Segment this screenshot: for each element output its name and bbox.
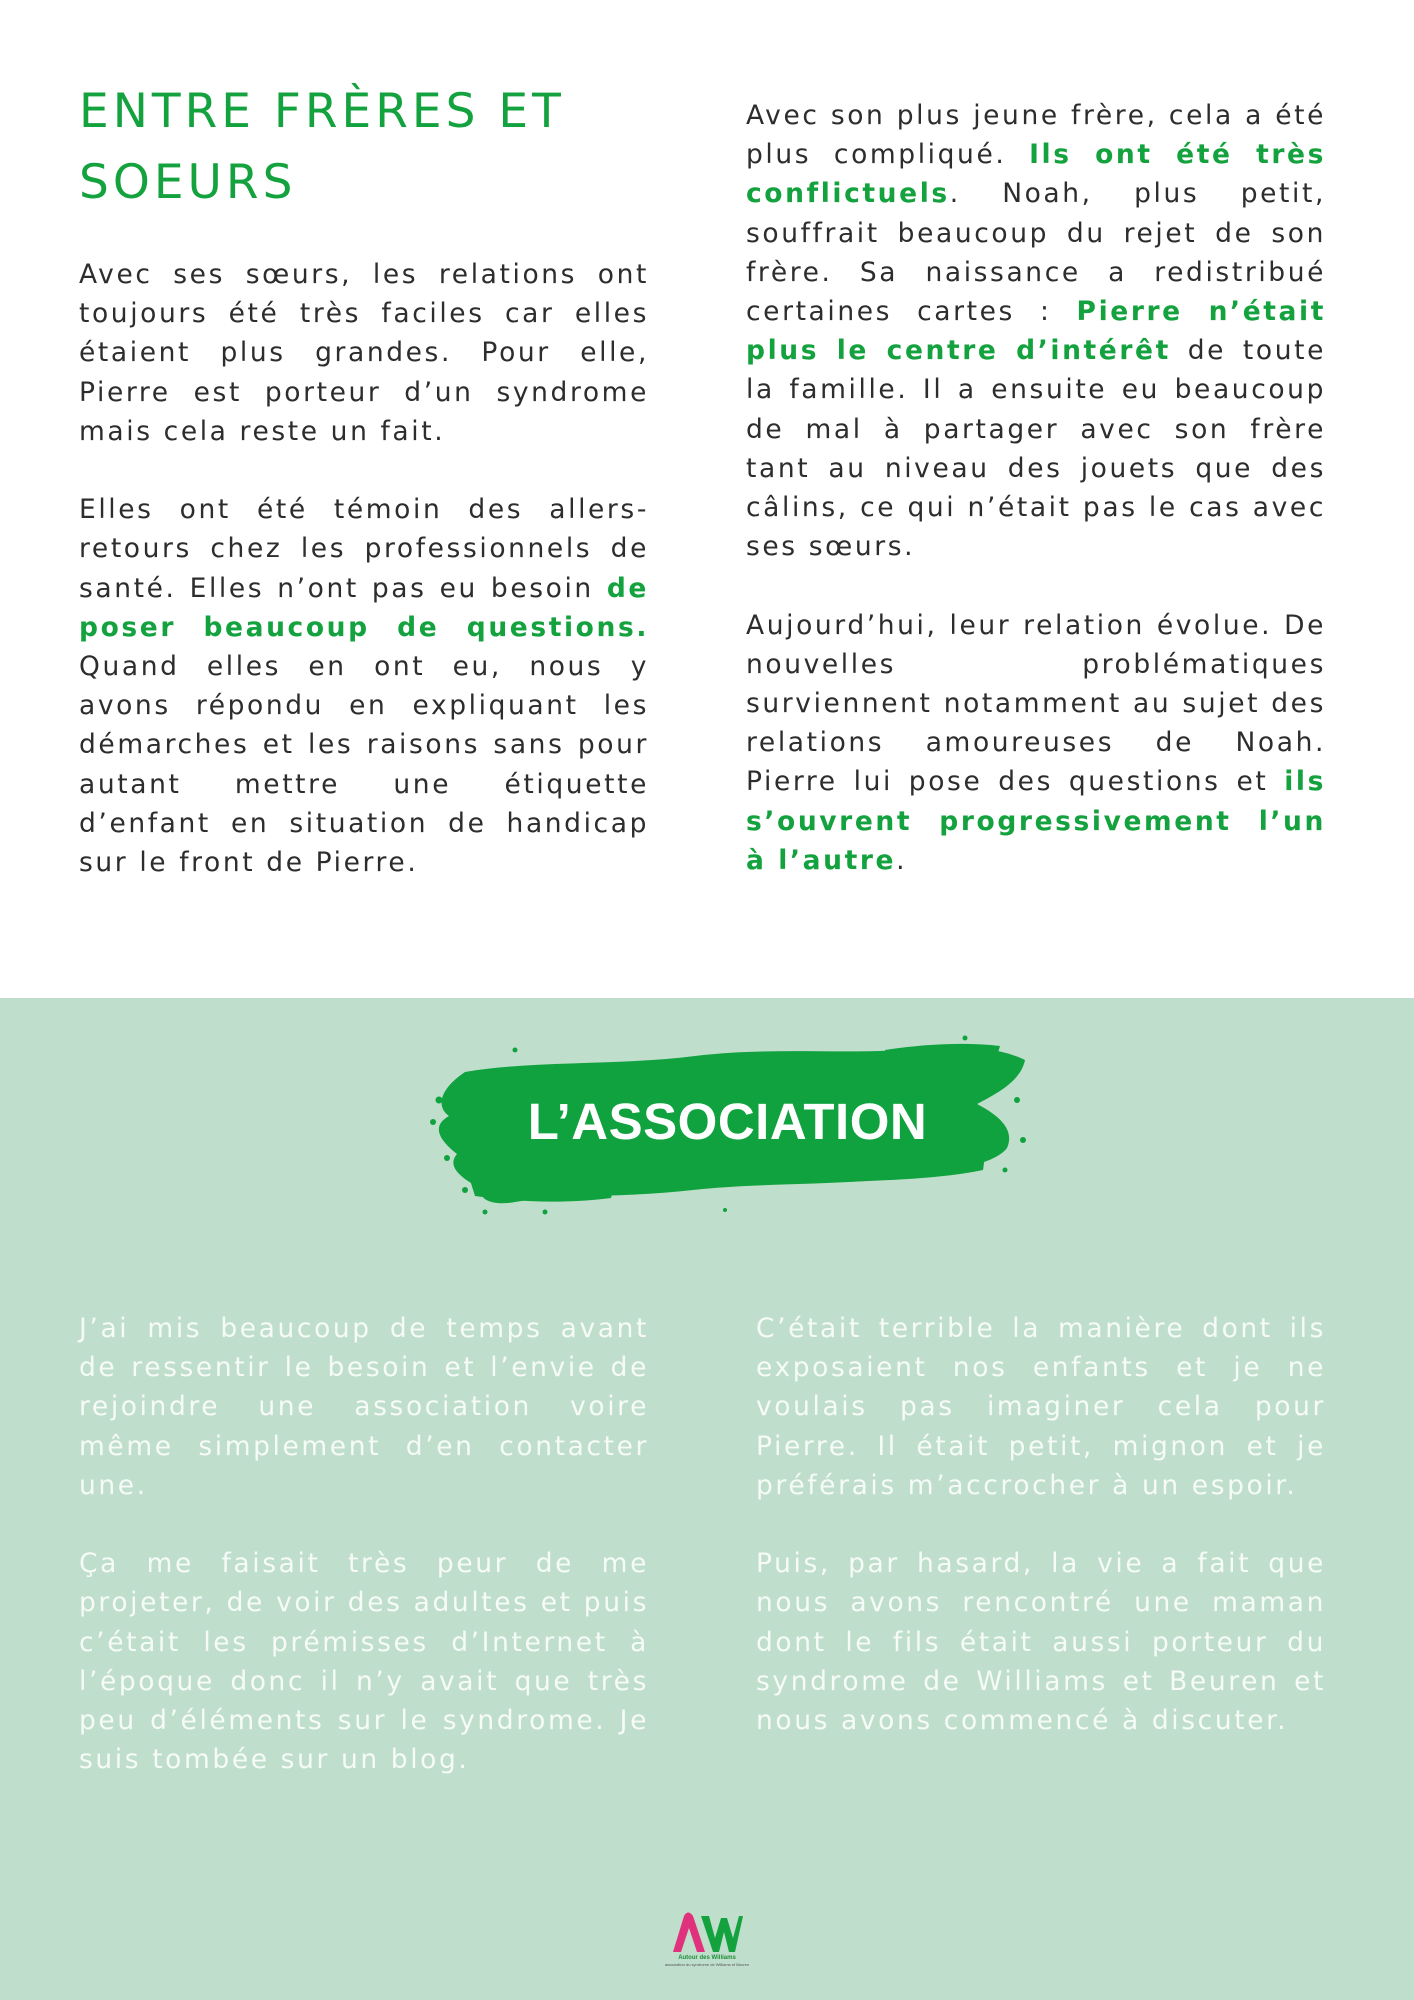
text-segment: Ça me faisait très peur de me projeter, de voir des adultes et puis c’était les prémisses d’Internet à l’époque donc il n’y avait que très peu d’éléments sur le syndrome. Je suis tombée sur un blog. bbox=[79, 1548, 649, 1776]
highlighted-text: ils s’ouvrent progressivement l’un à l’autre bbox=[746, 766, 1326, 876]
paragraph bbox=[746, 606, 1326, 880]
text-segment: Avec son plus jeune frère, cela a été plus compliqué. bbox=[746, 100, 1326, 171]
association-right-column bbox=[756, 1309, 1326, 1740]
highlighted-text: de poser beaucoup de questions. bbox=[79, 572, 649, 643]
paragraph bbox=[79, 255, 649, 451]
logo-name: Autour des Williams bbox=[678, 1955, 736, 1961]
autour-des-williams-logo bbox=[655, 1910, 759, 1982]
paragraph bbox=[79, 1544, 649, 1779]
association-left-column bbox=[79, 1309, 649, 1779]
text-segment: Elles ont été témoin des allers-retours chez les professionnels de santé. Elles n’ont pas eu besoin bbox=[79, 494, 649, 604]
paragraph bbox=[79, 490, 649, 882]
association-title: L’ASSOCIATION bbox=[527, 1093, 928, 1150]
text-segment: J’ai mis beaucoup de temps avant de ressentir le besoin et l’envie de rejoindre une association voire même simplement d’en contacter une. bbox=[79, 1313, 649, 1501]
highlighted-text: Ils ont été très conflictuels bbox=[746, 139, 1326, 210]
text-segment: . bbox=[896, 844, 908, 876]
highlighted-text: Pierre n’était plus le centre d’intérêt bbox=[746, 296, 1326, 367]
paragraph bbox=[746, 96, 1326, 566]
text-segment: de toute la famille. Il a ensuite eu beaucoup de mal à partager avec son frère tant au niveau des jouets que des câlins, ce qui n’était pas le cas avec ses sœurs. bbox=[746, 335, 1326, 563]
paragraph bbox=[756, 1309, 1326, 1505]
siblings-right-column bbox=[746, 96, 1326, 880]
paragraph bbox=[79, 1309, 649, 1505]
text-segment: . Noah, plus petit, souffrait beaucoup du rejet de son frère. Sa naissance a redistribué certaines cartes : bbox=[746, 178, 1326, 328]
aw-logo-icon bbox=[671, 1910, 743, 1954]
text-segment: Aujourd’hui, leur relation évolue. De nouvelles problématiques surviennent notamment au sujet des relations amoureuses de Noah. Pierre lui pose des questions et bbox=[746, 609, 1326, 798]
logo-tagline: association du syndrome de Williams et Beuren bbox=[664, 1962, 750, 1967]
paragraph bbox=[756, 1544, 1326, 1740]
text-segment: Avec ses sœurs, les relations ont toujours été très faciles car elles étaient plus grandes. Pour elle, Pierre est porteur d’un syndrome mais cela reste un fait. bbox=[79, 259, 649, 447]
text-segment: Quand elles en ont eu, nous y avons répondu en expliquant les démarches et les raisons sans pour autant mettre une étiquette d’enfant en situation de handicap sur le front de Pierre. bbox=[79, 651, 649, 879]
text-segment: Puis, par hasard, la vie a fait que nous avons rencontré une maman dont le fils était aussi porteur du syndrome de Williams et Beuren et nous avons commencé à discuter. bbox=[756, 1548, 1326, 1737]
text-segment: C’était terrible la manière dont ils exposaient nos enfants et je ne voulais pas imaginer cela pour Pierre. Il était petit, mignon et je préférais m’accrocher à un espoir. bbox=[756, 1313, 1326, 1501]
family-section bbox=[0, 0, 1414, 998]
siblings-left-column bbox=[79, 255, 649, 882]
section-title: ENTRE FRÈRES ET SOEURS bbox=[79, 84, 565, 210]
